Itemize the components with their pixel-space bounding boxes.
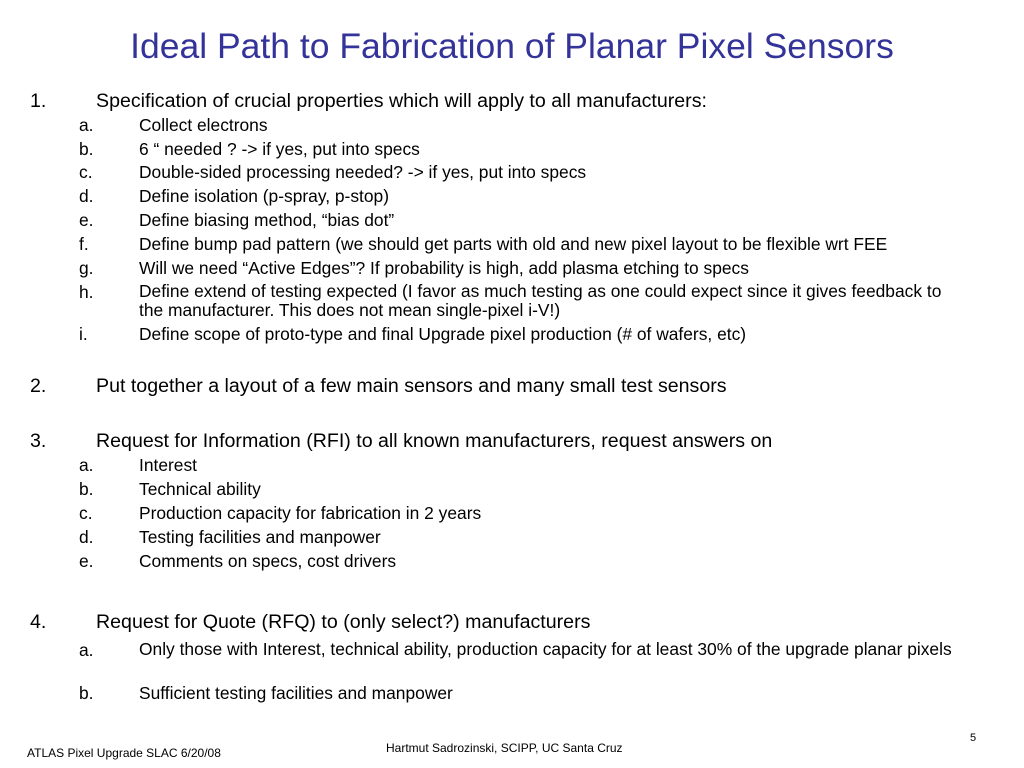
item-number: 4. [30,611,47,633]
item-text: Request for Information (RFI) to all known manufacturers, request answers on [96,430,773,452]
sub-item-text: Define bump pad pattern (we should get parts with old and new pixel layout to be flexible wrt FEE [139,234,888,254]
sub-item-text: Testing facilities and manpower [139,527,381,547]
sub-item-letter: b. [79,139,94,159]
sub-item-letter: g. [79,258,94,278]
sub-item-text: Will we need “Active Edges”? If probability is high, add plasma etching to specs [139,258,749,278]
sub-item-letter: c. [79,503,93,523]
sub-item-text: Collect electrons [139,115,268,135]
sub-item-text: Define extend of testing expected (I favor as much testing as one could expect since it gives feedback to the manufacturer. This does not mean single-pixel i-V!) [139,281,942,320]
sub-item-text: Comments on specs, cost drivers [139,551,397,571]
sub-item-letter: e. [79,210,94,230]
sub-item-letter: h. [79,282,94,302]
sub-item-text: Sufficient testing facilities and manpower [139,683,453,703]
sub-item-text: Define isolation (p-spray, p-stop) [139,186,390,206]
sub-item-text: Double-sided processing needed? -> if yes, put into specs [139,162,587,182]
sub-item-text: Define scope of proto-type and final Upgrade pixel production (# of wafers, etc) [139,324,747,344]
sub-item-text: 6 “ needed ? -> if yes, put into specs [139,139,420,159]
sub-item-letter: f. [79,234,89,254]
sub-item-letter: d. [79,527,94,547]
item-number: 2. [30,375,47,397]
footer-event: ATLAS Pixel Upgrade SLAC 6/20/08 [27,746,221,760]
item-text: Put together a layout of a few main sensors and many small test sensors [96,375,727,397]
item-text: Request for Quote (RFQ) to (only select?) manufacturers [96,611,591,633]
sub-item-text: Only those with Interest, technical ability, production capacity for at least 30% of the upgrade planar pixels [139,639,952,659]
sub-item-letter: d. [79,186,94,206]
sub-item-letter: a. [79,455,94,475]
sub-item-letter: a. [79,115,94,135]
item-number: 3. [30,430,47,452]
footer-author: Hartmut Sadrozinski, SCIPP, UC Santa Cruz [386,741,623,755]
sub-item-text: Define biasing method, “bias dot” [139,210,395,230]
sub-item-letter: b. [79,479,94,499]
sub-item-text: Production capacity for fabrication in 2 years [139,503,482,523]
item-number: 1. [30,90,47,112]
sub-item-letter: c. [79,162,93,182]
sub-item-text: Interest [139,455,197,475]
sub-item-letter: b. [79,683,94,703]
page-number: 5 [970,732,977,744]
sub-item-letter: e. [79,551,94,571]
sub-item-text: Technical ability [139,479,261,499]
sub-item-letter: a. [79,640,94,660]
sub-item-letter: i. [79,324,88,344]
slide-title: Ideal Path to Fabrication of Planar Pixel Sensors [130,26,894,66]
item-text: Specification of crucial properties which will apply to all manufacturers: [96,90,707,112]
